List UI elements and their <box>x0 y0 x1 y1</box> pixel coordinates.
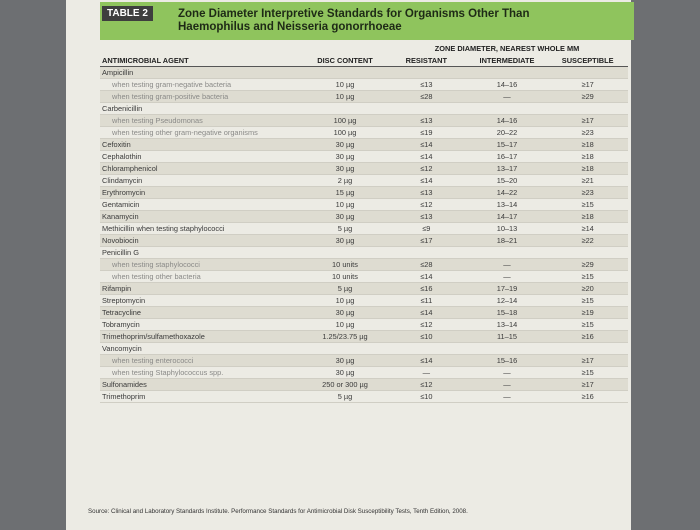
resistant-cell <box>386 343 467 355</box>
resistant-cell: ≤10 <box>386 331 467 343</box>
disc-content-cell <box>304 103 386 115</box>
disc-content-cell: 30 µg <box>304 307 386 319</box>
agent-cell: Gentamicin <box>100 199 304 211</box>
agent-cell: Novobiocin <box>100 235 304 247</box>
intermediate-cell: 15–20 <box>467 175 548 187</box>
table-title-line-2: Haemophilus and Neisseria gonorrhoeae <box>178 21 402 33</box>
susceptible-cell <box>547 343 628 355</box>
susceptible-cell: ≥16 <box>547 391 628 403</box>
intermediate-cell: 15–18 <box>467 307 548 319</box>
table-row <box>100 115 628 127</box>
agent-cell: when testing staphylococci <box>100 259 304 271</box>
table-row <box>100 271 628 283</box>
resistant-cell <box>386 103 467 115</box>
agent-cell: Erythromycin <box>100 187 304 199</box>
resistant-cell: ≤13 <box>386 115 467 127</box>
susceptible-cell: ≥15 <box>547 199 628 211</box>
agent-cell: Penicillin G <box>100 247 304 259</box>
resistant-cell: ≤14 <box>386 139 467 151</box>
agent-cell: when testing other gram-negative organisms <box>100 127 304 139</box>
table-row <box>100 127 628 139</box>
disc-content-cell: 10 µg <box>304 79 386 91</box>
resistant-cell: ≤14 <box>386 175 467 187</box>
intermediate-cell: 13–14 <box>467 199 548 211</box>
table-row <box>100 259 628 271</box>
table-title-bar <box>100 2 634 40</box>
table-row <box>100 187 628 199</box>
intermediate-cell: 12–14 <box>467 295 548 307</box>
disc-content-column-header: DISC CONTENT <box>304 54 386 67</box>
susceptible-cell <box>547 247 628 259</box>
resistant-cell: ≤19 <box>386 127 467 139</box>
susceptible-cell: ≥15 <box>547 295 628 307</box>
disc-content-cell: 5 µg <box>304 283 386 295</box>
susceptible-cell <box>547 67 628 79</box>
disc-content-cell: 10 units <box>304 259 386 271</box>
disc-content-cell: 30 µg <box>304 355 386 367</box>
resistant-cell: ≤28 <box>386 259 467 271</box>
disc-content-cell: 30 µg <box>304 151 386 163</box>
agent-cell: Tobramycin <box>100 319 304 331</box>
agent-cell: when testing gram-negative bacteria <box>100 79 304 91</box>
table-row <box>100 211 628 223</box>
intermediate-cell <box>467 67 548 79</box>
table-row <box>100 391 628 403</box>
resistant-cell: — <box>386 367 467 379</box>
table-row <box>100 199 628 211</box>
agent-cell: Cephalothin <box>100 151 304 163</box>
intermediate-cell: 14–16 <box>467 79 548 91</box>
disc-content-cell: 1.25/23.75 µg <box>304 331 386 343</box>
susceptible-cell: ≥17 <box>547 115 628 127</box>
disc-content-cell: 10 µg <box>304 199 386 211</box>
intermediate-cell: — <box>467 379 548 391</box>
disc-content-cell: 10 units <box>304 271 386 283</box>
agent-cell: Methicillin when testing staphylococci <box>100 223 304 235</box>
disc-content-cell <box>304 67 386 79</box>
intermediate-cell: — <box>467 259 548 271</box>
resistant-cell: ≤14 <box>386 271 467 283</box>
agent-cell: when testing enterococci <box>100 355 304 367</box>
disc-content-cell: 2 µg <box>304 175 386 187</box>
susceptible-cell: ≥23 <box>547 187 628 199</box>
susceptible-cell: ≥20 <box>547 283 628 295</box>
agent-cell: Ampicillin <box>100 67 304 79</box>
table-row <box>100 67 628 79</box>
resistant-cell: ≤17 <box>386 235 467 247</box>
resistant-cell: ≤10 <box>386 391 467 403</box>
intermediate-column-header: INTERMEDIATE <box>467 54 548 67</box>
susceptible-cell: ≥29 <box>547 259 628 271</box>
resistant-cell: ≤13 <box>386 211 467 223</box>
susceptible-cell: ≥18 <box>547 151 628 163</box>
table-row <box>100 331 628 343</box>
intermediate-cell <box>467 343 548 355</box>
intermediate-cell: 15–17 <box>467 139 548 151</box>
agent-cell: Chloramphenicol <box>100 163 304 175</box>
intermediate-cell: 14–22 <box>467 187 548 199</box>
intermediate-cell: 14–16 <box>467 115 548 127</box>
intermediate-cell: — <box>467 271 548 283</box>
disc-content-cell <box>304 247 386 259</box>
source-citation: Source: Clinical and Laboratory Standards Institute. Performance Standards for Antimicrobial Disk Susceptibility Tests, Tenth Edition, 2008. <box>88 508 468 515</box>
disc-content-cell: 10 µg <box>304 295 386 307</box>
resistant-cell: ≤11 <box>386 295 467 307</box>
agent-cell: Sulfonamides <box>100 379 304 391</box>
table-row <box>100 151 628 163</box>
group-header-row <box>100 42 628 54</box>
resistant-cell: ≤12 <box>386 319 467 331</box>
disc-content-cell: 250 or 300 µg <box>304 379 386 391</box>
resistant-cell: ≤16 <box>386 283 467 295</box>
table-row <box>100 223 628 235</box>
disc-content-cell: 5 µg <box>304 223 386 235</box>
table-body <box>100 67 628 403</box>
susceptible-cell: ≥22 <box>547 235 628 247</box>
disc-content-cell: 100 µg <box>304 127 386 139</box>
agent-cell: Carbenicillin <box>100 103 304 115</box>
table-row <box>100 79 628 91</box>
intermediate-cell: 16–17 <box>467 151 548 163</box>
agent-cell: when testing Staphylococcus spp. <box>100 367 304 379</box>
agent-cell: Kanamycin <box>100 211 304 223</box>
intermediate-cell: — <box>467 391 548 403</box>
table-number-tag: TABLE 2 <box>102 6 153 21</box>
disc-content-cell: 30 µg <box>304 163 386 175</box>
susceptible-cell: ≥18 <box>547 139 628 151</box>
disc-content-cell: 30 µg <box>304 211 386 223</box>
susceptible-cell: ≥23 <box>547 127 628 139</box>
disc-content-cell: 10 µg <box>304 91 386 103</box>
resistant-cell: ≤28 <box>386 91 467 103</box>
textbook-page <box>66 0 631 530</box>
disc-content-cell: 30 µg <box>304 235 386 247</box>
table-row <box>100 103 628 115</box>
zone-diameter-table <box>100 42 628 403</box>
agent-cell: Trimethoprim/sulfamethoxazole <box>100 331 304 343</box>
column-header-row <box>100 54 628 67</box>
agent-cell: when testing other bacteria <box>100 271 304 283</box>
resistant-cell: ≤13 <box>386 187 467 199</box>
resistant-cell: ≤12 <box>386 163 467 175</box>
intermediate-cell: 13–17 <box>467 163 548 175</box>
table-row <box>100 175 628 187</box>
resistant-cell <box>386 67 467 79</box>
resistant-cell <box>386 247 467 259</box>
disc-content-cell: 30 µg <box>304 139 386 151</box>
resistant-cell: ≤14 <box>386 151 467 163</box>
susceptible-cell: ≥15 <box>547 271 628 283</box>
table-title <box>178 8 598 34</box>
susceptible-cell: ≥17 <box>547 355 628 367</box>
susceptible-cell: ≥16 <box>547 331 628 343</box>
resistant-cell: ≤12 <box>386 379 467 391</box>
table-row <box>100 319 628 331</box>
susceptible-column-header: SUSCEPTIBLE <box>547 54 628 67</box>
table-row <box>100 163 628 175</box>
intermediate-cell: 20–22 <box>467 127 548 139</box>
disc-content-cell: 30 µg <box>304 367 386 379</box>
intermediate-cell: 11–15 <box>467 331 548 343</box>
agent-cell: Trimethoprim <box>100 391 304 403</box>
table-row <box>100 367 628 379</box>
intermediate-cell <box>467 247 548 259</box>
disc-content-cell: 15 µg <box>304 187 386 199</box>
table-row <box>100 307 628 319</box>
susceptible-cell: ≥15 <box>547 367 628 379</box>
agent-cell: when testing gram-positive bacteria <box>100 91 304 103</box>
disc-content-cell: 10 µg <box>304 319 386 331</box>
susceptible-cell: ≥17 <box>547 379 628 391</box>
intermediate-cell: 10–13 <box>467 223 548 235</box>
susceptible-cell: ≥17 <box>547 79 628 91</box>
disc-content-cell <box>304 343 386 355</box>
resistant-column-header: RESISTANT <box>386 54 467 67</box>
intermediate-cell: 13–14 <box>467 319 548 331</box>
table-row <box>100 355 628 367</box>
table-row <box>100 247 628 259</box>
resistant-cell: ≤9 <box>386 223 467 235</box>
intermediate-cell: 14–17 <box>467 211 548 223</box>
table-row <box>100 379 628 391</box>
intermediate-cell: 18–21 <box>467 235 548 247</box>
agent-cell: Rifampin <box>100 283 304 295</box>
susceptible-cell <box>547 103 628 115</box>
disc-content-cell: 5 µg <box>304 391 386 403</box>
resistant-cell: ≤12 <box>386 199 467 211</box>
intermediate-cell: 17–19 <box>467 283 548 295</box>
table-row <box>100 283 628 295</box>
table-title-line-1: Zone Diameter Interpretive Standards for Organisms Other Than <box>178 8 530 20</box>
susceptible-cell: ≥29 <box>547 91 628 103</box>
table-row <box>100 295 628 307</box>
susceptible-cell: ≥19 <box>547 307 628 319</box>
disc-content-cell: 100 µg <box>304 115 386 127</box>
zone-diameter-group-header: ZONE DIAMETER, NEAREST WHOLE MM <box>434 43 580 53</box>
agent-cell: Clindamycin <box>100 175 304 187</box>
resistant-cell: ≤14 <box>386 355 467 367</box>
agent-cell: Vancomycin <box>100 343 304 355</box>
table-row <box>100 139 628 151</box>
resistant-cell: ≤14 <box>386 307 467 319</box>
intermediate-cell <box>467 103 548 115</box>
susceptible-cell: ≥18 <box>547 211 628 223</box>
agent-cell: Streptomycin <box>100 295 304 307</box>
table-row <box>100 343 628 355</box>
table-row <box>100 91 628 103</box>
agent-cell: Tetracycline <box>100 307 304 319</box>
susceptible-cell: ≥18 <box>547 163 628 175</box>
susceptible-cell: ≥21 <box>547 175 628 187</box>
table-row <box>100 235 628 247</box>
resistant-cell: ≤13 <box>386 79 467 91</box>
agent-column-header: ANTIMICROBIAL AGENT <box>100 54 304 67</box>
susceptible-cell: ≥14 <box>547 223 628 235</box>
susceptible-cell: ≥15 <box>547 319 628 331</box>
agent-cell: when testing Pseudomonas <box>100 115 304 127</box>
intermediate-cell: — <box>467 91 548 103</box>
agent-cell: Cefoxitin <box>100 139 304 151</box>
intermediate-cell: — <box>467 367 548 379</box>
intermediate-cell: 15–16 <box>467 355 548 367</box>
